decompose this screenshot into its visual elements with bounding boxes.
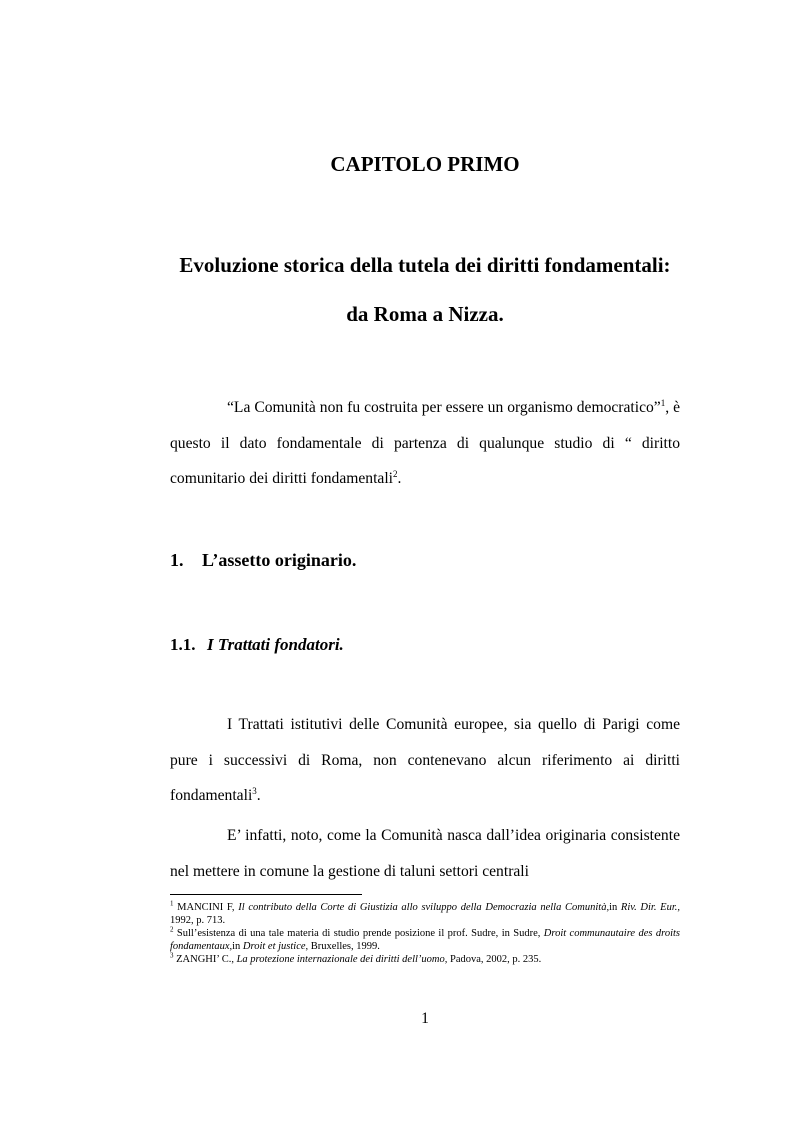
paragraph-2 xyxy=(170,707,680,814)
paragraph-2-end: . xyxy=(256,787,261,804)
footnote-1 xyxy=(170,901,680,927)
footnote-number: 1 xyxy=(170,899,174,908)
intro-paragraph xyxy=(170,390,680,497)
footnote-tail: Padova, 2002, p. 235. xyxy=(447,954,542,965)
chapter-heading: CAPITOLO PRIMO xyxy=(330,152,520,176)
footnote-lead: ZANGHI’ C., xyxy=(173,954,237,965)
footnote-separator xyxy=(170,894,362,895)
paragraph-3-text: E’ infatti, noto, come la Comunità nasca dall’idea originaria consistente nel mettere in comune la gestione di taluni settori centrali xyxy=(170,827,680,880)
footnote-mid: in xyxy=(232,941,243,952)
footnote-tail: 1992, p. 713. xyxy=(170,915,226,926)
paragraph-3 xyxy=(170,818,680,889)
footnote-2 xyxy=(170,927,680,953)
chapter-title-line-2: da Roma a Nizza. xyxy=(346,302,504,326)
footnote-ref-2: 2 xyxy=(393,468,398,479)
section-number: 1. xyxy=(170,550,184,570)
footnote-title: La protezione internazionale dei diritti dell’uomo, xyxy=(236,954,448,965)
subsection-number: 1.1. xyxy=(170,635,196,654)
footnote-3 xyxy=(170,953,680,966)
intro-paragraph-text-2: , è questo il dato fondamentale di partenza di qualunque studio di “ diritto comunitario dei diritti fondamentali xyxy=(170,399,680,487)
footnote-mid: in xyxy=(609,902,621,913)
paragraph-2-text: I Trattati istitutivi delle Comunità europee, sia quello di Parigi come pure i successivi di Roma, non contenevano alcun riferimento ai diritti fondamentali xyxy=(170,716,680,804)
chapter-title-line-1: Evoluzione storica della tutela dei diritti fondamentali: xyxy=(179,253,671,277)
section-title: L’assetto originario. xyxy=(202,550,357,570)
footnote-lead: Sull’esistenza di una tale materia di studio prende posizione il prof. Sudre, in Sudre, xyxy=(173,928,544,939)
footnote-tail: , Bruxelles, 1999. xyxy=(305,941,380,952)
subsection-heading-1-1 xyxy=(170,635,344,655)
footnote-source: Droit et justice xyxy=(242,941,306,952)
footnote-source: Riv. Dir. Eur., xyxy=(620,902,680,913)
subsection-title: I Trattati fondatori. xyxy=(207,635,344,654)
intro-paragraph-text-3: . xyxy=(397,470,402,487)
section-heading-1 xyxy=(170,550,356,571)
footnote-title: Il contributo della Corte di Giustizia allo sviluppo della Democrazia nella Comunità, xyxy=(238,902,610,913)
footnote-ref-3: 3 xyxy=(252,785,257,796)
footnote-number: 2 xyxy=(170,925,174,934)
footnote-title: Droit communautaire des droits fondamentaux, xyxy=(170,928,680,952)
intro-paragraph-text-1: “La Comunità non fu costruita per essere un organismo democratico” xyxy=(227,399,661,416)
footnote-lead: MANCINI F, xyxy=(177,902,239,913)
footnote-number: 3 xyxy=(170,951,174,960)
page-number: 1 xyxy=(421,1010,429,1027)
footnote-ref-1: 1 xyxy=(660,397,666,408)
footnotes xyxy=(170,901,680,966)
